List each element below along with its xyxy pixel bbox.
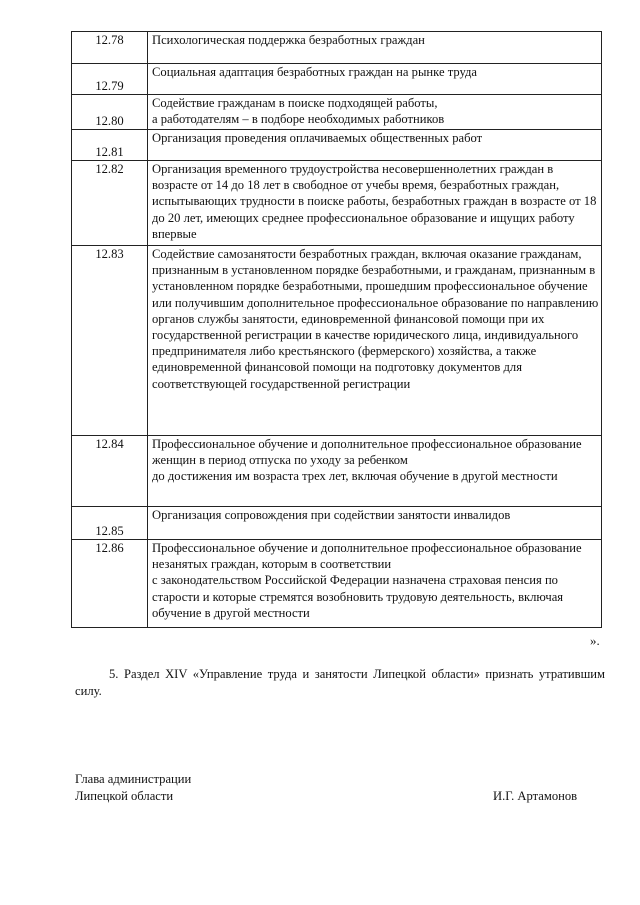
row-description: Организация временного трудоустройства несовершеннолетних граждан в возрасте от 14 до 18 лет в свободное от учебы время, безработных граждан, испытывающих трудности в поиске работы, безработных граждан в возрасте от 18 до 20 лет, имеющих среднее профессиональное образование и ищущих работу впервые: [148, 161, 602, 246]
table-row: [72, 64, 602, 95]
row-number: 12.78: [72, 32, 148, 64]
row-description: Психологическая поддержка безработных граждан: [148, 32, 602, 64]
row-number: 12.86: [72, 540, 148, 628]
signatory-title: Глава администрации Липецкой области: [75, 772, 192, 803]
section-paragraph: 5. Раздел XIV «Управление труда и занятости Липецкой области» признать утратившим силу.: [75, 667, 605, 698]
row-number: 12.82: [72, 161, 148, 246]
row-number: 12.81: [72, 130, 148, 161]
services-table: [71, 31, 602, 628]
row-number: 12.85: [72, 507, 148, 540]
table-row: [72, 32, 602, 64]
table-row: [72, 540, 602, 628]
row-description: Профессиональное обучение и дополнительное профессиональное образование женщин в период отпуска по уходу за ребенком до достижения им возраста трех лет, включая обучение в другой местности: [148, 436, 602, 507]
row-description: Организация проведения оплачиваемых общественных работ: [148, 130, 602, 161]
row-number: 12.79: [72, 64, 148, 95]
table-row: [72, 130, 602, 161]
table-row: [72, 246, 602, 436]
signatory-name: И.Г. Артамонов: [493, 789, 578, 803]
row-number: 12.80: [72, 95, 148, 130]
table-row: [72, 507, 602, 540]
table-row: [72, 436, 602, 507]
row-description: Социальная адаптация безработных граждан на рынке труда: [148, 64, 602, 95]
row-number: 12.83: [72, 246, 148, 436]
row-description: Профессиональное обучение и дополнительное профессиональное образование незанятых граждан, которым в соответствии с законодательством Российской Федерации назначена страховая пенсия по старости и которые стремятся возобновить трудовую деятельность, включая обучение в другой местности: [148, 540, 602, 628]
closing-quote: ».: [590, 633, 600, 648]
row-number: 12.84: [72, 436, 148, 507]
row-description: Организация сопровождения при содействии занятости инвалидов: [148, 507, 602, 540]
table-row: [72, 161, 602, 246]
row-description: Содействие самозанятости безработных граждан, включая оказание гражданам, признанным в установленном порядке безработными, и гражданам, признанным в установленном порядке безработными, прошедшим профессиональное обучение или получившим дополнительное профессиональное образование по направлению органов службы занятости, единовременной финансовой помощи при их государственной регистрации в качестве юридического лица, индивидуального предпринимателя либо крестьянского (фермерского) хозяйства, а также единовременной финансовой помощи на подготовку документов для соответствующей государственной регистрации: [148, 246, 602, 436]
row-description: Содействие гражданам в поиске подходящей работы, а работодателям – в подборе необходимых работников: [148, 95, 602, 130]
table-row: [72, 95, 602, 130]
